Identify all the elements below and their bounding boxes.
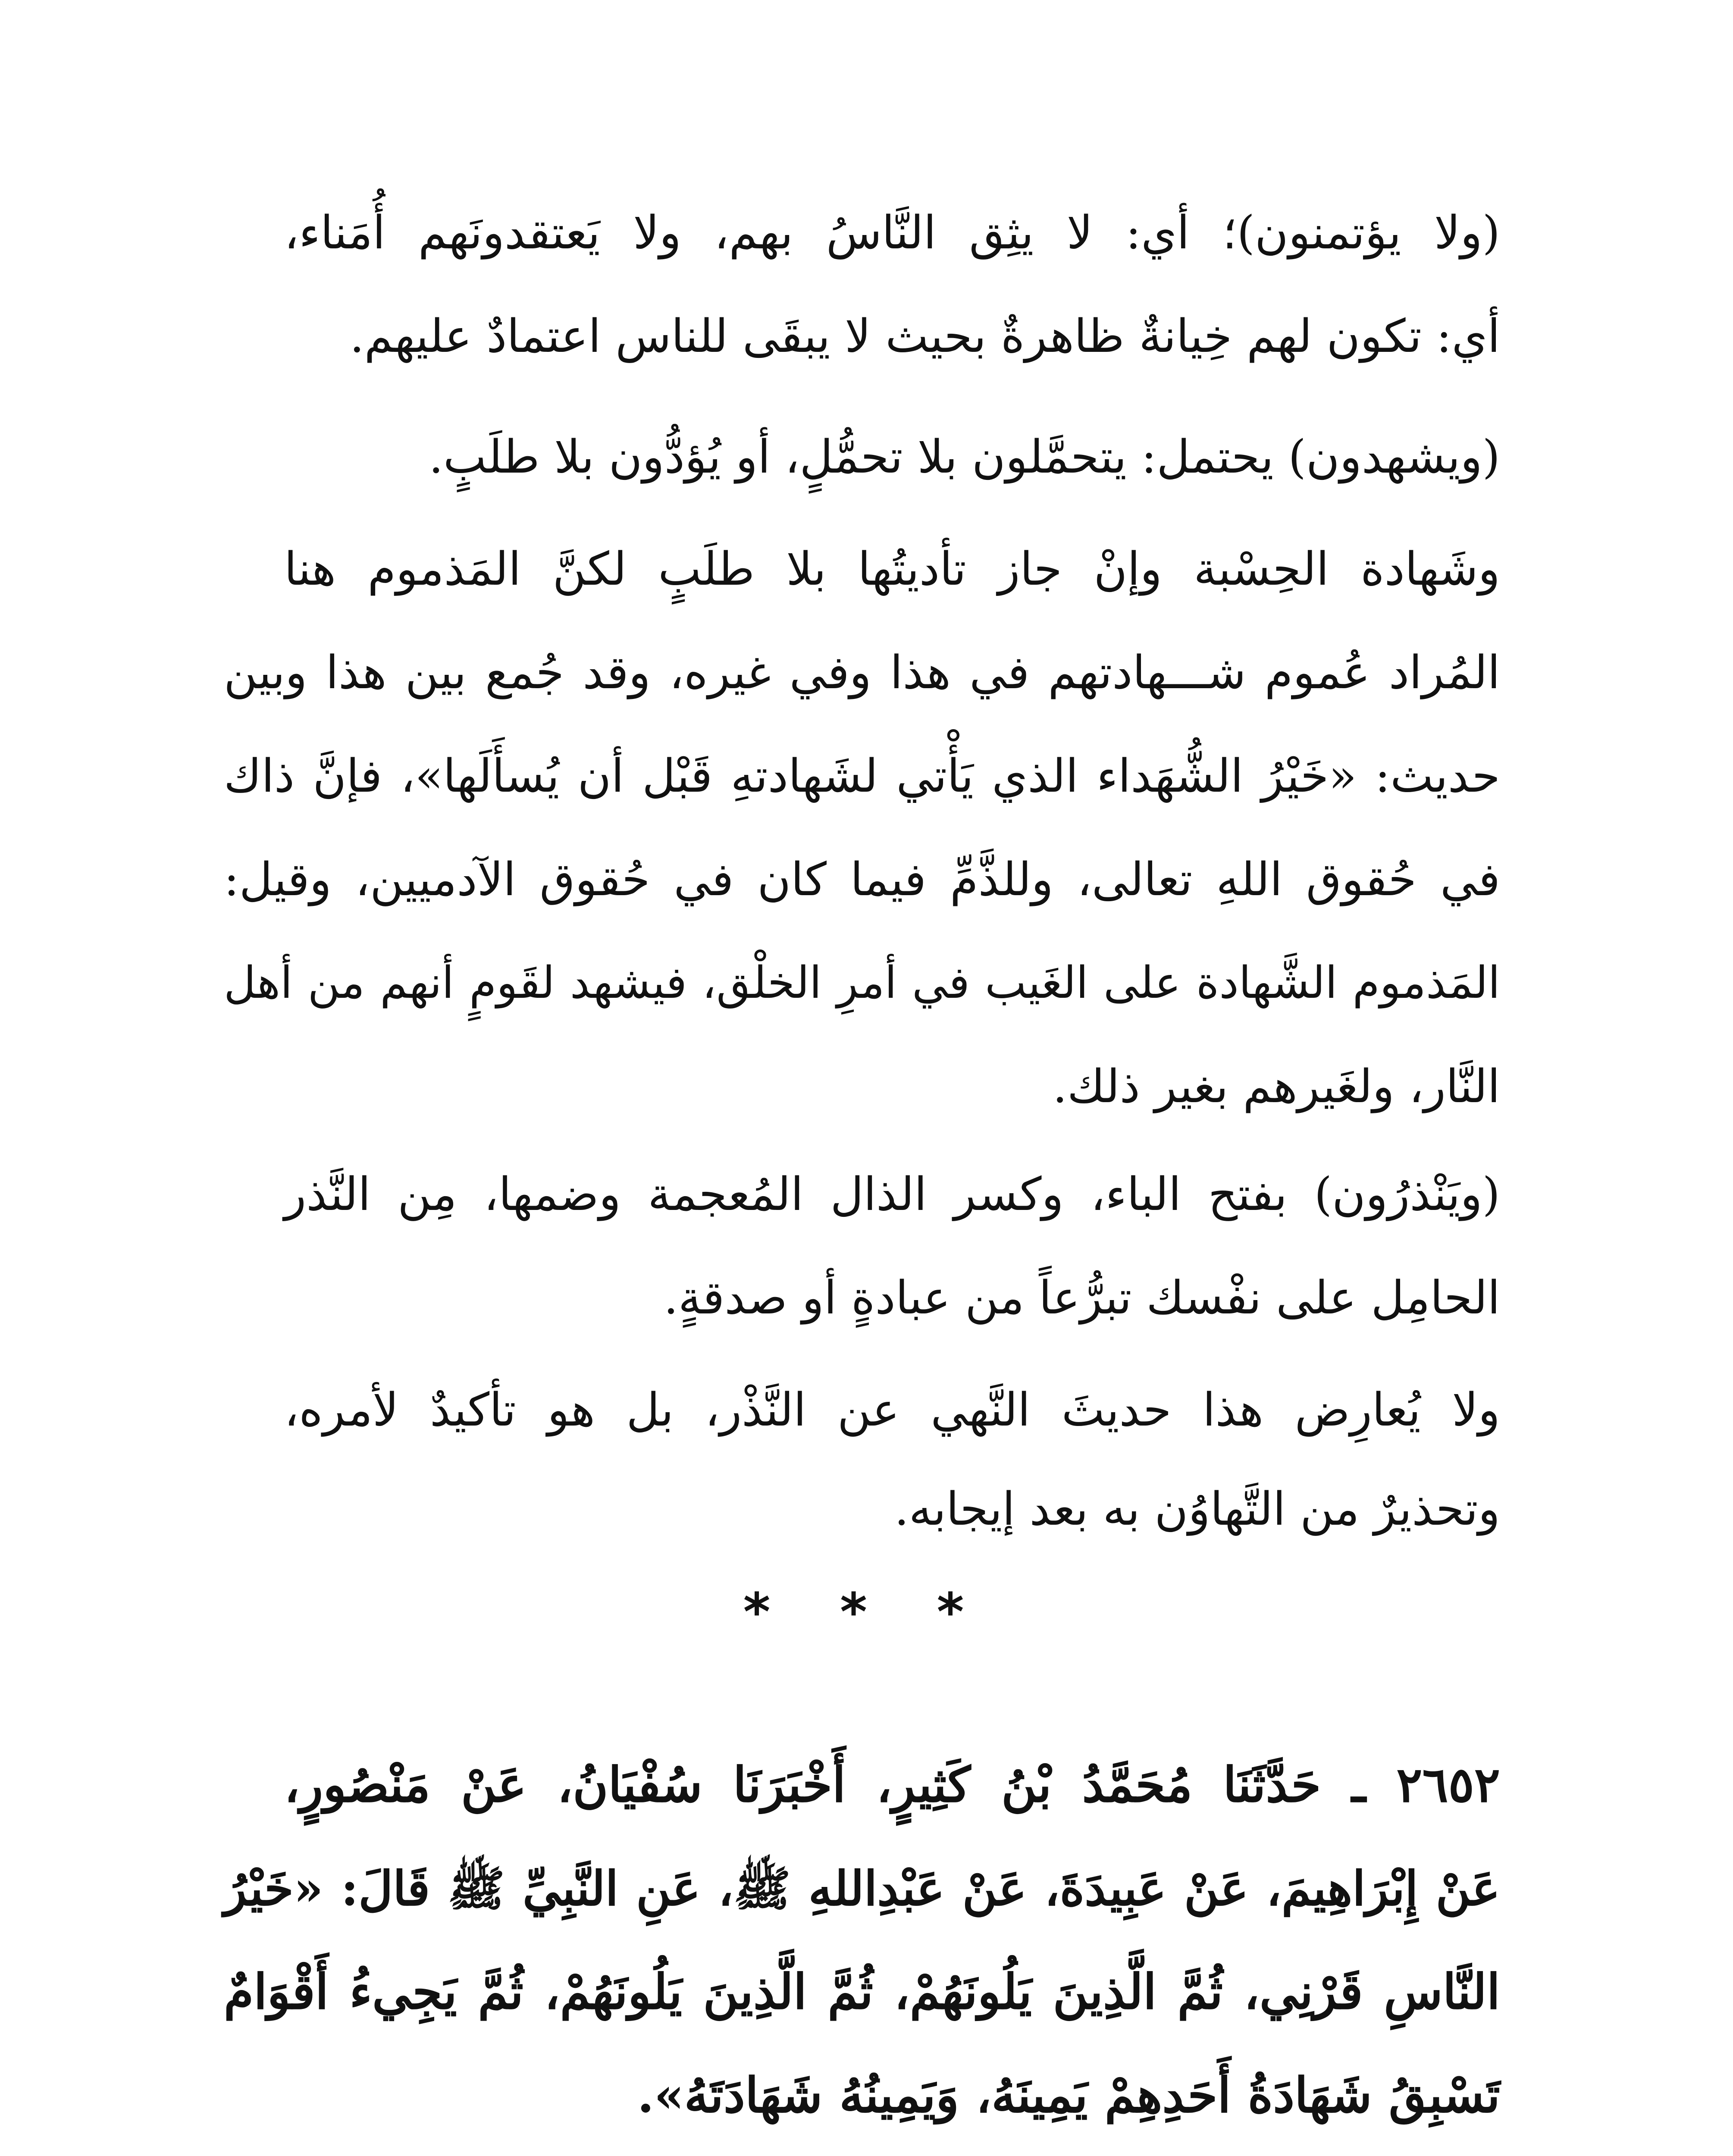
text-line: حديث: «خَيْرُ الشُّهَداء الذي يَأْتي لشَهادتهِ قَبْل أن يُسأَلَها»، فإنَّ ذاك <box>224 749 1500 802</box>
text-line: وشَهادة الحِسْبة وإنْ جاز تأديتُها بلا طلَبٍ لكنَّ المَذموم هنا <box>284 542 1501 595</box>
text-line: وتحذيرٌ من التَّهاوُن به بعد إيجابه. <box>894 1482 1500 1536</box>
text-line: النَّار، ولغَيرهم بغير ذلك. <box>1053 1060 1500 1113</box>
text-line: في حُقوق اللهِ تعالى، وللذَّمِّ فيما كان في حُقوق الآدميين، وقيل: <box>224 853 1500 906</box>
section-separator: * * * <box>743 1583 990 1642</box>
text-line: المَذموم الشَّهادة على الغَيب في أمرِ الخلْق، فيشهد لقَومٍ أنهم من أهل <box>224 957 1500 1009</box>
text-line: أي: تكون لهم خِيانةٌ ظاهرةٌ بحيث لا يبقَى للناس اعتمادٌ عليهم. <box>349 310 1500 363</box>
text-line: (ولا يؤتمنون)؛ أي: لا يثِق النَّاسُ بهم، ولا يَعتقدونَهم أُمَناء، <box>284 206 1500 259</box>
text-line: المُراد عُموم شـــهادتهم في هذا وفي غيره، وقد جُمع بين هذا وبين <box>224 646 1500 699</box>
hadith-line: ٢٦٥٢ ـ حَدَّثَنَا مُحَمَّدُ بْنُ كَثِيرٍ، أَخْبَرَنَا سُفْيَانُ، عَنْ مَنْصُورٍ، <box>284 1757 1500 1813</box>
hadith-line: عَنْ إِبْرَاهِيمَ، عَنْ عَبِيدَةَ، عَنْ عَبْدِاللهِ ﷺ، عَنِ النَّبِيِّ ﷺ قَالَ: «خَيْرُ <box>224 1861 1500 1916</box>
text-line: الحامِل على نفْسك تبرُّعاً من عبادةٍ أو صدقةٍ. <box>664 1271 1500 1324</box>
text-line: (ويَنْذرُون) بفتح الباء، وكسر الذال المُعجمة وضمها، مِن النَّذر <box>284 1168 1500 1221</box>
text-line: (ويشهدون) يحتمل: يتحمَّلون بلا تحمُّلٍ، أو يُؤدُّون بلا طلَبٍ. <box>429 430 1500 483</box>
hadith-line: تَسْبِقُ شَهَادَةُ أَحَدِهِمْ يَمِينَهُ، وَيَمِينُهُ شَهَادَتَهُ». <box>637 2067 1500 2124</box>
text-line: ولا يُعارِض هذا حديثَ النَّهي عن النَّذْر، بل هو تأكيدٌ لأمره، <box>284 1383 1500 1436</box>
hadith-line: النَّاسِ قَرْنِي، ثُمَّ الَّذِينَ يَلُونَهُمْ، ثُمَّ الَّذِينَ يَلُونَهُمْ، ثُمَّ يَجِيءُ أَقْوَامٌ <box>224 1964 1501 2020</box>
